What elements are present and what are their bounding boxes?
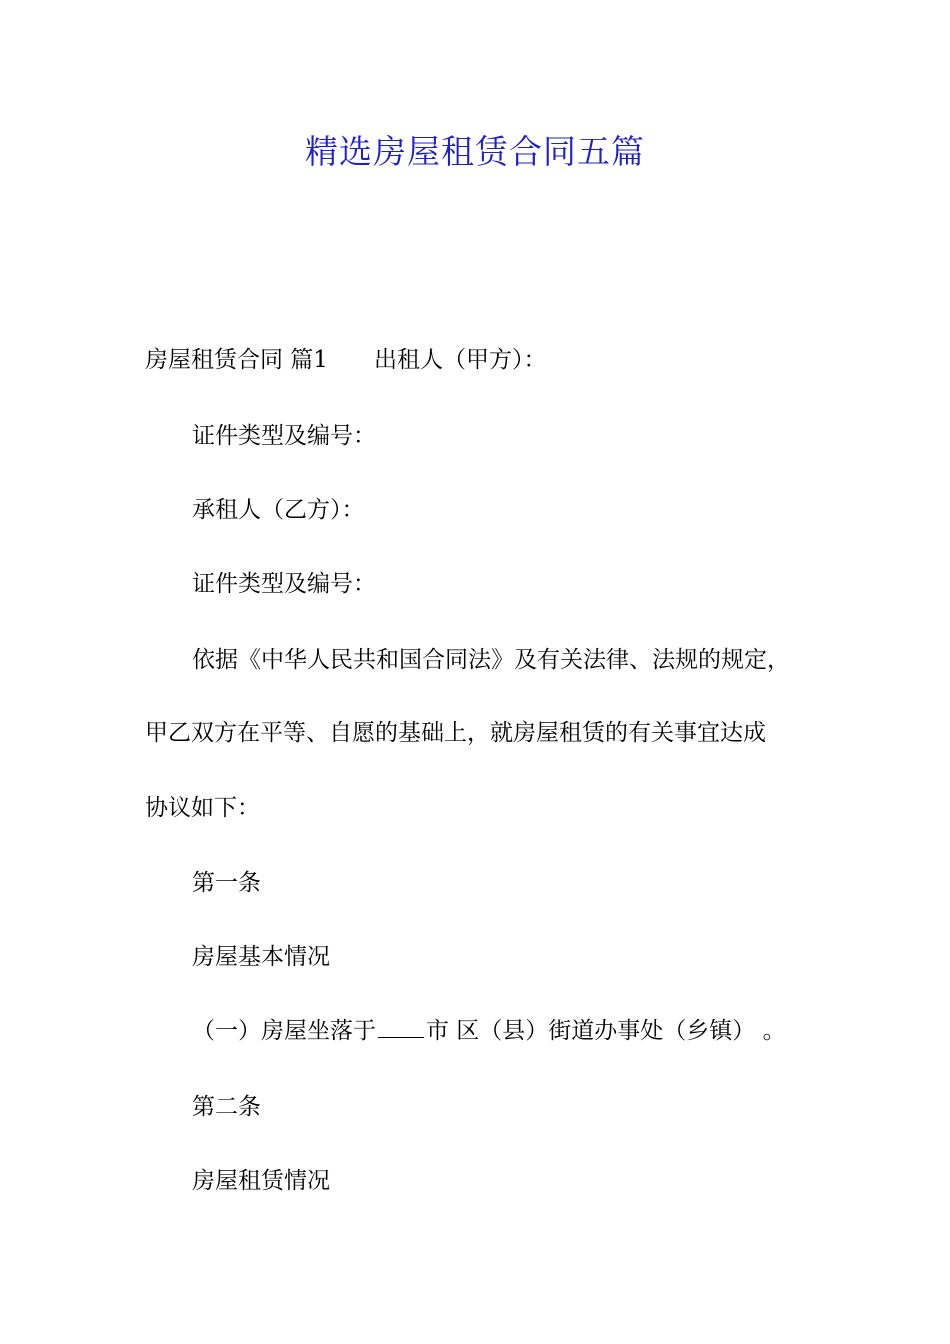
- article-2-label: 第二条: [192, 1094, 261, 1120]
- lessor-id-label: 证件类型及编号：: [192, 423, 376, 449]
- basis-paragraph-line-1: 依据《中华人民共和国合同法》及有关法律、法规的规定，: [192, 647, 790, 673]
- item-1-prefix: （一）房屋坐落于: [192, 1018, 376, 1044]
- article-1-label: 第一条: [192, 870, 261, 896]
- article-1-title: 房屋基本情况: [192, 944, 330, 970]
- lessee-label: 承租人（乙方）：: [192, 497, 365, 523]
- article-2-title: 房屋租赁情况: [192, 1168, 330, 1194]
- contract-heading-line: [145, 344, 546, 376]
- document-title: 精选房屋租赁合同五篇: [305, 132, 645, 171]
- lessor-label: 出租人（甲方）：: [373, 347, 547, 373]
- contract-section-heading: 房屋租赁合同 篇1: [145, 347, 328, 373]
- basis-paragraph-line-2: 甲乙双方在平等、自愿的基础上，就房屋租赁的有关事宜达成: [145, 720, 766, 746]
- item-1-line: [192, 1015, 786, 1047]
- basis-paragraph-line-3: 协议如下：: [145, 795, 260, 821]
- fill-in-blank: [378, 1017, 424, 1038]
- item-1-suffix: 市 区（县）街道办事处（乡镇） 。: [426, 1018, 786, 1044]
- lessee-id-label: 证件类型及编号：: [192, 571, 376, 597]
